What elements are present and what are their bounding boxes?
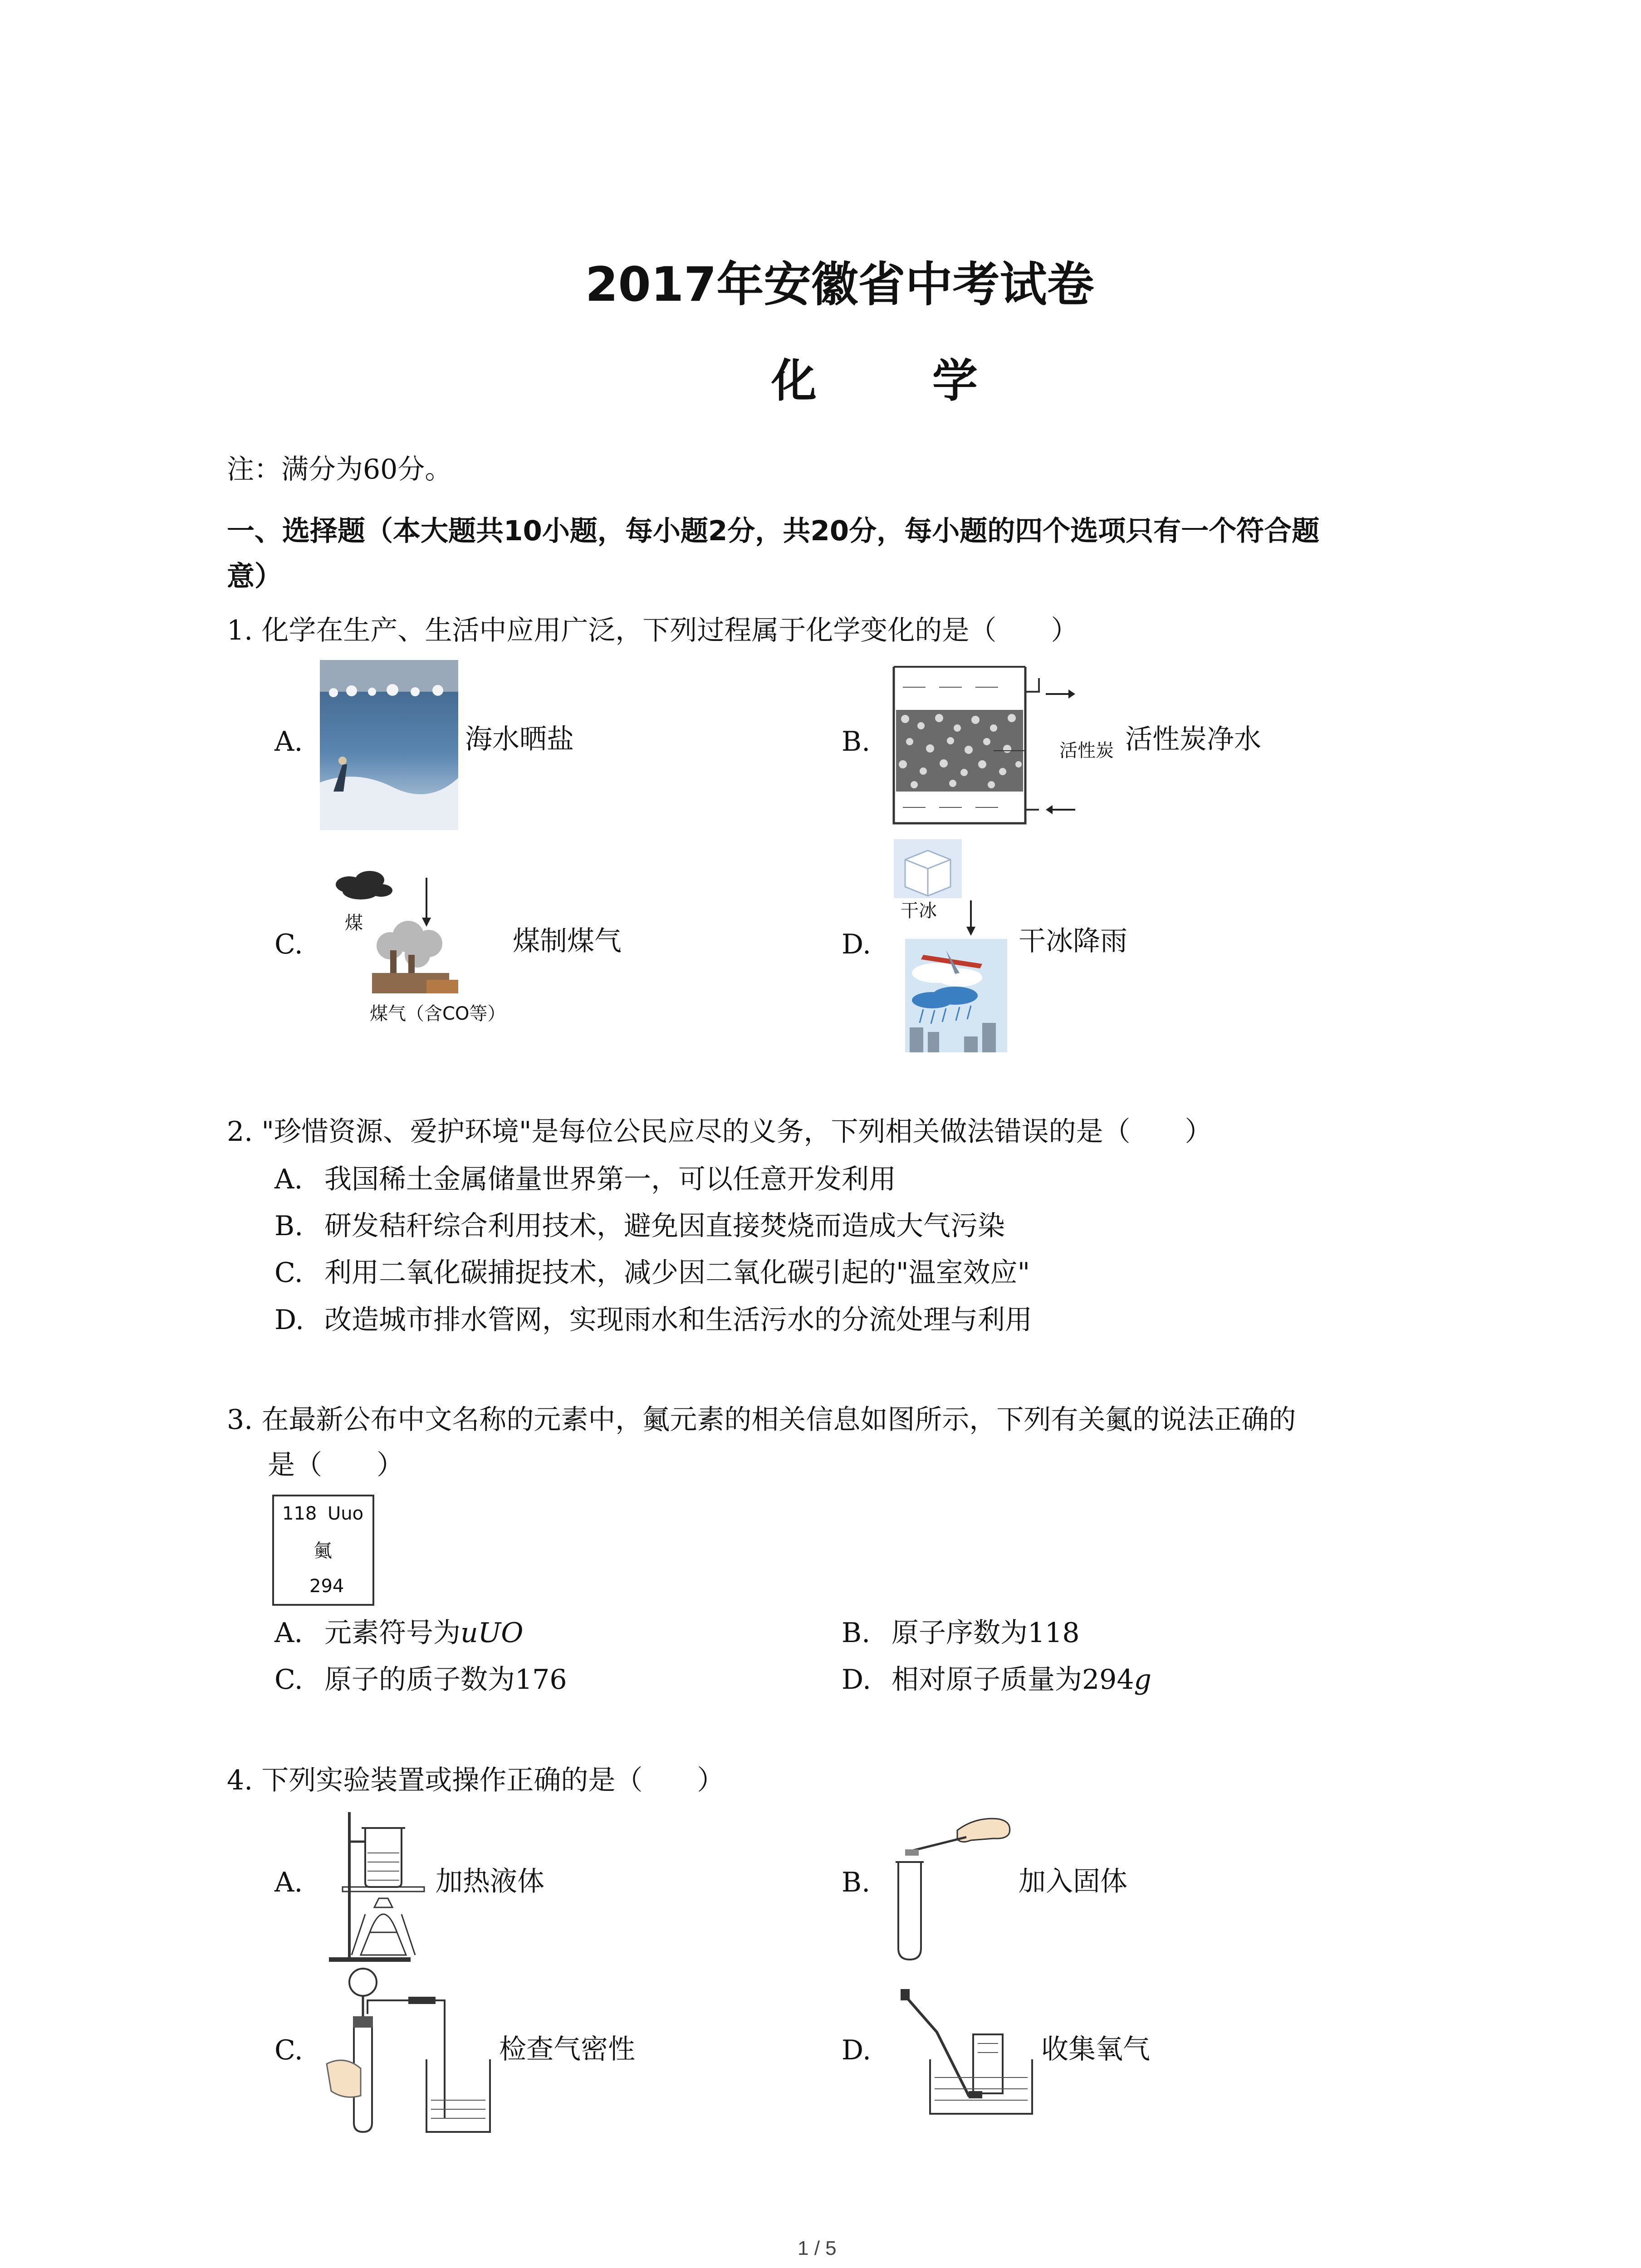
q1-option-c-letter[interactable]: C. bbox=[274, 929, 303, 960]
q2-option-c-letter[interactable]: C. bbox=[274, 1257, 303, 1289]
section-heading: 一、选择题（本大题共10小题，每小题2分，共20分，每小题的四个选项只有一个符合题 bbox=[227, 515, 1320, 547]
subject-title: 化 学 bbox=[771, 354, 1028, 407]
q1-option-d-letter[interactable]: D. bbox=[842, 929, 872, 960]
score-note: 注：满分为60分。 bbox=[227, 454, 452, 485]
q3-option-d-letter[interactable]: D. bbox=[842, 1664, 872, 1696]
q1-option-b-letter[interactable]: B. bbox=[842, 726, 871, 758]
coal-gas-label: 煤气（含CO等） bbox=[370, 1003, 506, 1024]
q4-option-d-letter[interactable]: D. bbox=[842, 2034, 872, 2066]
question-4-stem: 4. 下列实验装置或操作正确的是（ ） bbox=[227, 1765, 725, 1796]
question-2-stem: 2. "珍惜资源、爱护环境"是每位公民应尽的义务，下列相关做法错误的是（ ） bbox=[227, 1116, 1212, 1148]
q3-option-a-value: uUO bbox=[460, 1617, 524, 1649]
question-3-stem: 3. 在最新公布中文名称的元素中，鿫元素的相关信息如图所示，下列有关鿫的说法正确的 bbox=[227, 1404, 1296, 1436]
element-name: 鿫 bbox=[314, 1540, 332, 1561]
heating-liquid-apparatus bbox=[324, 1810, 429, 1964]
airtightness-check-apparatus bbox=[318, 1964, 513, 2136]
page-title: 2017年安徽省中考试卷 bbox=[585, 257, 1094, 312]
dry-ice-rain-diagram bbox=[892, 837, 1014, 1055]
coal-to-gas-diagram bbox=[322, 864, 499, 1014]
q3-option-d-text: 相对原子质量为294 bbox=[892, 1664, 1134, 1696]
q4-option-b-text: 加入固体 bbox=[1019, 1866, 1127, 1897]
q1-option-d-text: 干冰降雨 bbox=[1019, 925, 1127, 957]
q2-option-d-letter[interactable]: D. bbox=[274, 1304, 304, 1336]
q3-option-d bbox=[892, 1664, 1151, 1696]
q2-option-c-text: 利用二氧化碳捕捉技术，减少因二氧化碳引起的"温室效应" bbox=[324, 1257, 1030, 1289]
q3-option-b-text: 原子序数为118 bbox=[892, 1617, 1080, 1649]
q2-option-a-letter[interactable]: A. bbox=[274, 1163, 303, 1195]
q3-option-d-value: g bbox=[1134, 1664, 1151, 1696]
q1-option-b-text: 活性炭净水 bbox=[1125, 723, 1261, 755]
q2-option-b-text: 研发秸秆综合利用技术，避免因直接焚烧而造成大气污染 bbox=[324, 1210, 1005, 1242]
dry-ice-label: 干冰 bbox=[901, 900, 937, 921]
q4-option-c-letter[interactable]: C. bbox=[274, 2034, 303, 2066]
q4-option-b-letter[interactable]: B. bbox=[842, 1867, 871, 1898]
sea-salt-drying-photo bbox=[320, 660, 458, 830]
activated-carbon-label: 活性炭 bbox=[1059, 740, 1114, 761]
q3-option-c-letter[interactable]: C. bbox=[274, 1664, 303, 1696]
coal-label: 煤 bbox=[345, 913, 363, 934]
page-number: 1 / 5 bbox=[798, 2237, 837, 2259]
oxygen-collection-apparatus bbox=[892, 1987, 1041, 2118]
q1-option-c-text: 煤制煤气 bbox=[513, 925, 622, 957]
q2-option-d-text: 改造城市排水管网，实现雨水和生活污水的分流处理与利用 bbox=[324, 1304, 1032, 1336]
q2-option-a-text: 我国稀土金属储量世界第一，可以任意开发利用 bbox=[324, 1163, 896, 1195]
question-3-stem-cont: 是（ ） bbox=[268, 1449, 404, 1481]
q3-option-a-text: 元素符号为 bbox=[324, 1617, 460, 1649]
question-1-stem: 1. 化学在生产、生活中应用广泛，下列过程属于化学变化的是（ ） bbox=[227, 615, 1078, 646]
q3-option-b-letter[interactable]: B. bbox=[842, 1617, 871, 1649]
atomic-mass: 294 bbox=[309, 1576, 344, 1597]
q4-option-a-text: 加热液体 bbox=[436, 1866, 544, 1897]
q3-option-c-text: 原子的质子数为176 bbox=[324, 1664, 567, 1696]
q2-option-b-letter[interactable]: B. bbox=[274, 1210, 304, 1242]
q4-option-d-text: 收集氧气 bbox=[1041, 2033, 1150, 2065]
q3-option-a-letter[interactable]: A. bbox=[274, 1617, 303, 1649]
q1-option-a-text: 海水晒盐 bbox=[465, 723, 574, 755]
q1-option-a-letter[interactable]: A. bbox=[274, 726, 303, 758]
element-card bbox=[272, 1495, 374, 1606]
q4-option-c-text: 检查气密性 bbox=[499, 2033, 635, 2065]
element-symbol: Uuo bbox=[328, 1503, 364, 1524]
q3-option-a bbox=[324, 1619, 523, 1647]
atomic-number: 118 bbox=[282, 1503, 317, 1524]
adding-solid-to-tube-diagram bbox=[889, 1812, 1025, 1962]
section-heading-cont: 意） bbox=[227, 560, 283, 592]
q4-option-a-letter[interactable]: A. bbox=[274, 1867, 303, 1898]
